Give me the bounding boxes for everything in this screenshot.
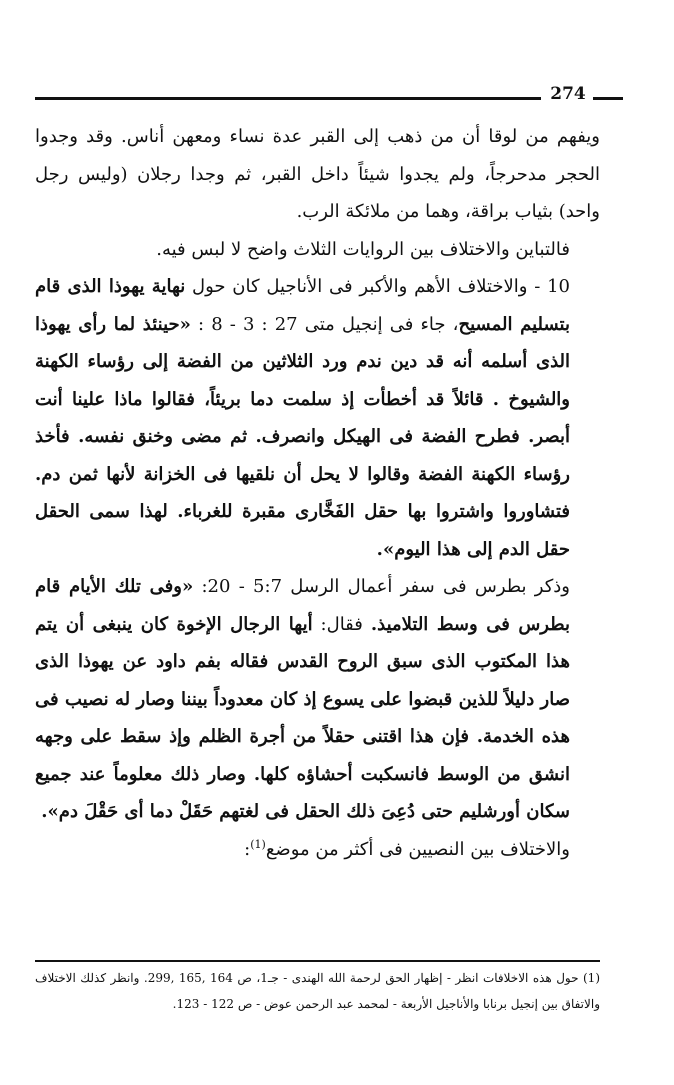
header-rule-short <box>593 97 623 100</box>
paragraph <box>35 268 600 568</box>
text-segment: 10 - والاختلاف الأهم والأكبر فى الأناجيل كان حول <box>185 276 570 297</box>
paragraph <box>35 831 600 869</box>
paragraph <box>35 568 600 831</box>
footnotes <box>35 965 600 1017</box>
quoted-text: «وفى تلك الأيام قام بطرس فى وسط التلاميذ. <box>35 576 570 635</box>
text-segment: : <box>244 838 251 860</box>
paragraph <box>35 118 600 231</box>
footnote-rule <box>35 960 600 962</box>
text-segment: فالتباين والاختلاف بين الروايات الثلاث واضح لا لبس فيه. <box>156 238 570 260</box>
text-segment: فقال: <box>312 613 371 635</box>
page-number: 274 <box>550 84 586 104</box>
quoted-text: «حينئذ لما رأى يهوذا الذى أسلمه أنه قد دين ندم ورد الثلاثين من الفضة إلى رؤساء الكهنة والشيوخ . قائلاً قد أخطأت إذ سلمت دما بريئاً، فقالوا ماذا علينا أنت أبصر. فطرح الفضة فى الهيكل وانصرف. ثم مضى وخنق نفسه. فأخذ رؤساء الكهنة الفضة وقالوا لا يحل أن نلقيها فى الخزانة لأنها ثمن دم. فتشاوروا واشتروا بها حقل الفَخَّارى مقبرة للغرباء. لهذا سمى الحقل حقل الدم إلى هذا اليوم». <box>35 313 571 560</box>
text-segment: ، جاء فى إنجيل متى 27 : 3 - 8 : <box>190 313 459 335</box>
footnote: (1) حول هذه الاخلافات انظر - إظهار الحق لرحمة الله الهندى - جـ1، ص 164 ,165 ,299. وانظر كذلك الاختلاف والاتفاق بين إنجيل برنابا والأناجيل الأربعة - لمحمد عبد الرحمن عوض - ص 122 - 123. <box>35 971 600 1011</box>
header-rule <box>35 97 541 100</box>
quoted-text: أيها الرجال الإخوة كان ينبغى أن يتم هذا المكتوب الذى سبق الروح القدس فقاله بفم داود عن يهوذا الذى صار دليلاً للذين قبضوا على يسوع إذ كان معدوداً بيننا وصار له نصيب فى هذه الخدمة. فإن هذا اقتنى حقلاً من أجرة الظلم وإذ سقط على وجهه انشق من الوسط فانسكبت أحشاؤه كلها. وصار ذلك معلوماً عند جميع سكان أورشليم حتى دُعِىَ ذلك الحقل فى لغتهم حَقَلْ دما أى حَقْلَ دم». <box>35 613 570 822</box>
paragraph <box>35 231 600 269</box>
text-segment: وذكر بطرس فى سفر أعمال الرسل 5:7 - 20: <box>193 576 570 597</box>
quoted-text: نهاية يهوذا الذى قام بتسليم المسيح <box>35 276 570 335</box>
body-text <box>35 118 600 868</box>
page-header <box>0 0 674 110</box>
text-segment: ويفهم من لوقا أن من ذهب إلى القبر عدة نساء ومعهن أناس. وقد وجدوا الحجر مدحرجاً، ولم يجدوا شيئاً داخل القبر، ثم وجدا رجلان (وليس رجل واحد) بثياب براقة، وهما من ملائكة الرب. <box>35 126 601 222</box>
text-segment: والاختلاف بين النصيين فى أكثر من موضع <box>265 838 570 860</box>
footnote-ref: (1) <box>250 837 266 851</box>
